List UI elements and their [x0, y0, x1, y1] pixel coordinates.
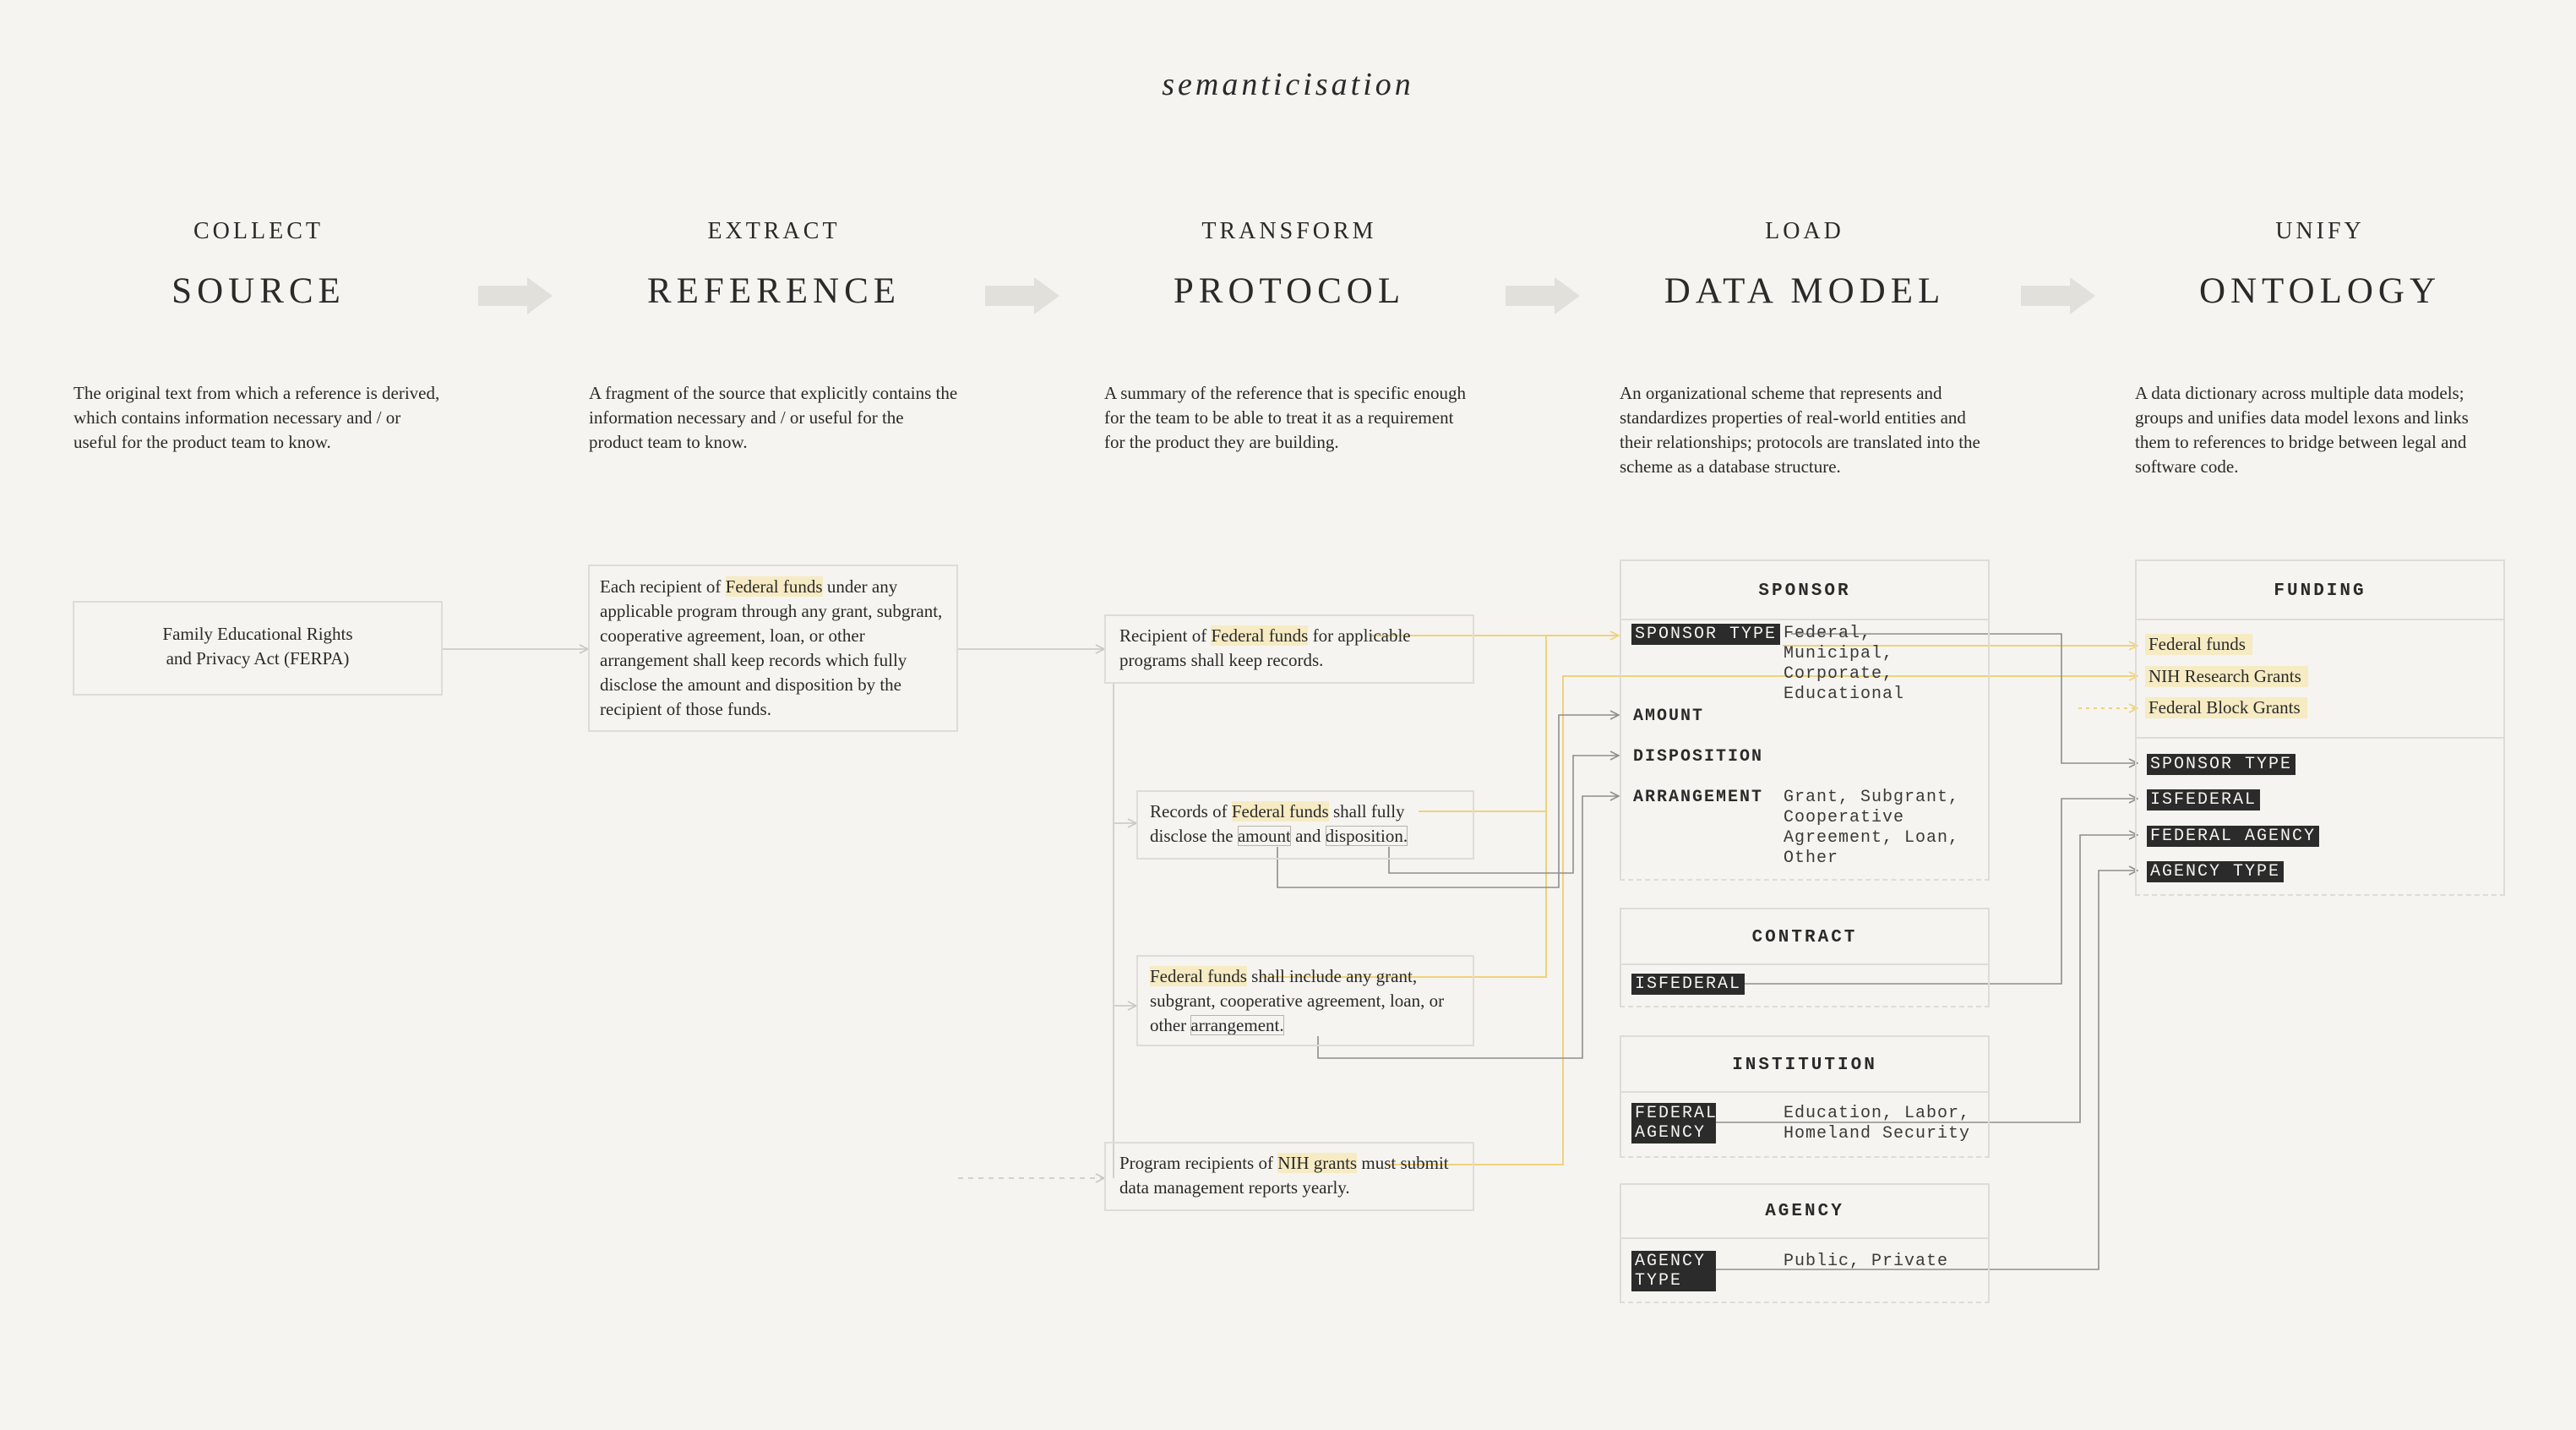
agency-type-values: Public, Private	[1784, 1252, 1949, 1271]
boxed-term-amount: amount	[1237, 826, 1291, 846]
panel-divider	[1621, 1237, 1988, 1239]
agency-panel	[1620, 1183, 1990, 1303]
source-title-line-2: and Privacy Act (FERPA)	[166, 648, 350, 669]
protocol-box-4	[1104, 1142, 1474, 1211]
stage-description: An organizational scheme that represents and standardizes properties of real-world entities and their relationships; protocols are translated into the scheme as a database structure.	[1620, 383, 1980, 477]
field-arrangement: ARRANGEMENT	[1633, 788, 1764, 807]
reference-text: under any applicable program through any grant, subgrant, cooperative agreement, loan, or other arrangement shall keep records which fully disclose the	[600, 576, 943, 695]
tag-sponsor-type: SPONSOR TYPE	[2147, 754, 2296, 775]
stage-description: A fragment of the source that explicitly contains the information necessary and / or useful for the product team to know.	[589, 383, 958, 452]
tag-isfederal: ISFEDERAL	[1631, 974, 1745, 995]
stage-label: TRANSFORM	[1201, 218, 1377, 244]
reference-term-amount: amount	[687, 674, 741, 695]
panel-title: AGENCY	[1765, 1202, 1844, 1221]
stage-collect	[22, 218, 495, 312]
protocol-text: Program recipients of	[1119, 1153, 1278, 1173]
stage-name: DATA MODEL	[1664, 271, 1946, 311]
panel-title: INSTITUTION	[1732, 1056, 1877, 1075]
tag-line: AGENCY	[1635, 1123, 1707, 1143]
tag-agency-type	[1631, 1251, 1716, 1291]
panel-title: FUNDING	[2274, 581, 2366, 601]
protocol-text: for applicable programs shall keep records.	[1119, 625, 1411, 670]
sponsor-type-values: Federal, Municipal, Corporate, Educational	[1784, 624, 1905, 704]
stage-label: UNIFY	[2275, 218, 2365, 244]
stage-transform	[1053, 218, 1526, 312]
boxed-term-disposition: disposition.	[1325, 826, 1408, 846]
federal-agency-values: Education, Labor, Homeland Security	[1784, 1104, 1971, 1143]
stage-name: ONTOLOGY	[2198, 271, 2442, 311]
tag-federal-agency	[1631, 1103, 1716, 1143]
reference-term-disposition: disposition	[775, 674, 853, 695]
stage-load	[1568, 218, 2041, 312]
source-box	[73, 601, 443, 696]
panel-divider	[1621, 963, 1988, 965]
tag-line: FEDERAL	[1635, 1104, 1718, 1123]
boxed-term-arrangement: arrangement.	[1190, 1015, 1284, 1035]
arrow-right-icon	[1506, 277, 1582, 314]
tag-isfederal: ISFEDERAL	[2147, 789, 2260, 811]
protocol-text: Records of	[1150, 801, 1232, 821]
reference-text: Each recipient of	[600, 576, 726, 597]
protocol-box-2	[1136, 790, 1474, 860]
tag-sponsor-type: SPONSOR TYPE	[1631, 624, 1780, 645]
reference-box	[588, 565, 958, 732]
sponsor-panel	[1620, 559, 1990, 881]
tag-federal-agency: FEDERAL AGENCY	[2147, 826, 2319, 847]
stage-name: REFERENCE	[646, 271, 901, 311]
stage-name: PROTOCOL	[1173, 271, 1406, 311]
arrow-right-icon	[2021, 277, 2097, 314]
stage-description: A summary of the reference that is specific enough for the team to be able to treat it as a requirement for the product they are building.	[1104, 383, 1467, 452]
stage-description: The original text from which a reference is derived, which contains information necessary and / or useful for the product team to know.	[74, 383, 440, 452]
tag-line: TYPE	[1635, 1271, 1683, 1291]
ontology-term-federal-funds: Federal funds	[2145, 634, 2252, 655]
stage-extract	[537, 218, 1010, 312]
arrow-right-icon	[985, 277, 1061, 314]
stage-unify	[2083, 218, 2557, 312]
panel-divider	[1621, 619, 1988, 620]
diagram-title: semanticisation	[1162, 67, 1414, 102]
field-disposition: DISPOSITION	[1633, 747, 1764, 767]
protocol-text: shall include any grant, subgrant, cooperative agreement, loan, or other	[1150, 966, 1445, 1035]
funding-panel	[2135, 559, 2505, 896]
panel-title: SPONSOR	[1758, 581, 1851, 601]
arrow-right-icon	[478, 277, 554, 314]
highlight-federal-funds: Federal funds	[1231, 801, 1329, 821]
stage-description: A data dictionary across multiple data models; groups and unifies data model lexons and links them to references to bridge between legal and software code.	[2135, 383, 2469, 477]
institution-panel	[1620, 1035, 1990, 1158]
tag-line: AGENCY	[1635, 1252, 1707, 1271]
field-amount: AMOUNT	[1633, 707, 1705, 726]
ontology-term-federal-block-grants: Federal Block Grants	[2145, 697, 2307, 718]
contract-panel	[1620, 908, 1990, 1007]
reference-text: by the recipient of those funds.	[600, 674, 901, 719]
highlight-nih-grants: NIH grants	[1277, 1153, 1358, 1173]
protocol-text: and	[1290, 826, 1326, 846]
stage-label: EXTRACT	[707, 218, 841, 244]
stage-label: COLLECT	[193, 218, 324, 244]
ontology-term-nih-research-grants: NIH Research Grants	[2145, 666, 2308, 687]
highlight-federal-funds: Federal funds	[1211, 625, 1309, 646]
stage-label: LOAD	[1765, 218, 1844, 244]
highlight-federal-funds: Federal funds	[725, 576, 823, 597]
stage-name: SOURCE	[172, 271, 346, 311]
highlight-federal-funds: Federal funds	[1150, 966, 1247, 986]
panel-title: CONTRACT	[1751, 928, 1858, 947]
panel-divider	[2137, 619, 2503, 620]
protocol-text: must submit data management reports yearly.	[1119, 1153, 1449, 1198]
panel-divider	[2137, 737, 2503, 739]
source-title-line-1: Family Educational Rights	[162, 624, 353, 644]
protocol-box-3	[1136, 955, 1474, 1046]
tag-agency-type: AGENCY TYPE	[2147, 861, 2284, 882]
protocol-box-1	[1104, 614, 1474, 684]
arrangement-values: Grant, Subgrant, Cooperative Agreement, Loan, Other	[1784, 788, 1960, 868]
protocol-text: Recipient of	[1119, 625, 1212, 646]
protocol-text: shall fully disclose the	[1150, 801, 1405, 846]
panel-divider	[1621, 1091, 1988, 1093]
reference-text: and	[740, 674, 776, 695]
